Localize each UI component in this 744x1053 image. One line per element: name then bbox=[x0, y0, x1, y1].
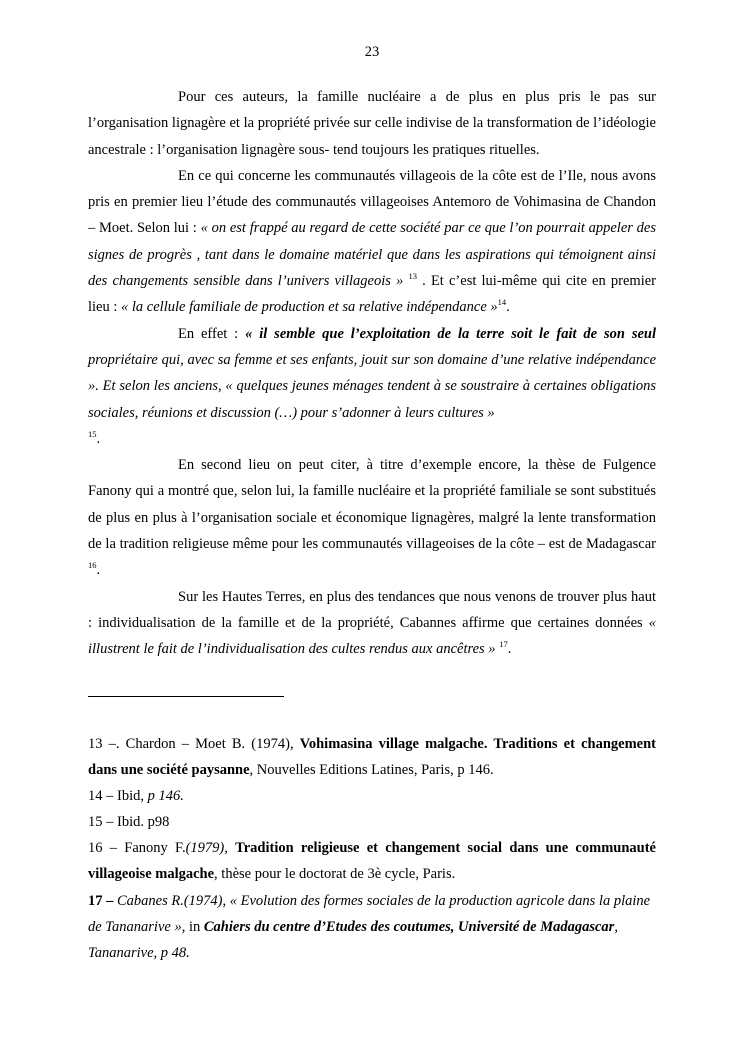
paragraph-4-text: En second lieu on peut citer, à titre d’exemple encore, la thèse de Fulgence Fanony qui a montré que, selon lui, la famille nucléaire et la propriété familiale se sont substitués de plus en plus à l’organisation sociale et économique lignagères, malgré la lente transformation de la tradition religieuse même pour les communautés villageoises de la côte – est de Madagascar bbox=[88, 457, 656, 553]
paragraph-2-end: . bbox=[506, 299, 510, 316]
quote-chandon-moet: « on est frappé au regard de cette société par ce que l’on pourrait appeler des signes de progrès , tant dans le domaine matériel que dans les aspirations qui témoignent ainsi des changements sensible dans l’univers villageois » bbox=[88, 220, 656, 290]
page-number: 23 bbox=[364, 44, 380, 60]
footnote-16-year: (1979), bbox=[185, 840, 236, 857]
footnote-17-sep: , bbox=[614, 918, 618, 935]
footnote-17-author: Cabanes R.(1974), « Evolution des formes sociales de la production agricole dans la plaine de Tananarive » bbox=[88, 892, 651, 935]
quote-proprietaire: propriétaire qui, avec sa femme et ses enfants, jouit sur son domaine d’une relative indépendance ». Et selon les anciens, « quelques jeunes ménages tendent à se soustraire à certaines obligations sociales, réunions et discussion (…) pour s’adonner à leurs cultures » bbox=[88, 351, 656, 421]
footnotes bbox=[88, 731, 656, 966]
footnote-13-title: Vohimasina village malgache. Traditions et changement dans une société paysanne bbox=[88, 736, 656, 779]
footnote-15-text: 15 – Ibid. p98 bbox=[88, 814, 170, 831]
paragraph-1-text: Pour ces auteurs, la famille nucléaire a de plus en plus pris le pas sur l’organisation lignagère et la propriété privée sur celle indivise de la transformation de l’idéologie ancestrale : l’organisation lignagère sous- tend toujours les pratiques rituelles. bbox=[88, 89, 656, 158]
footnote-14-prefix: 14 – Ibid, bbox=[88, 788, 148, 805]
paragraph-5-end: . bbox=[507, 641, 512, 658]
paragraph-3-text-a: En effet : bbox=[178, 325, 246, 342]
footnote-ref-13: 13 bbox=[408, 271, 417, 282]
quote-cellule-familiale: « la cellule familiale de production et sa relative indépendance » bbox=[121, 299, 498, 316]
footnote-17-journal: Cahiers du centre d’Etudes des coutumes, Université de Madagascar bbox=[203, 918, 615, 935]
paragraph-5-text: Sur les Hautes Terres, en plus des tendances que nous venons de trouver plus haut : individualisation de la famille et de la propriété, Cabannes affirme que certaines données bbox=[88, 588, 656, 631]
paragraph-1 bbox=[88, 84, 656, 163]
footnote-16 bbox=[88, 835, 656, 887]
paragraph-3-end: . bbox=[96, 430, 101, 447]
paragraph-5 bbox=[88, 584, 656, 663]
paragraph-2-text-b: . Et c’est lui-même qui cite en premier lieu : bbox=[88, 273, 656, 316]
paragraph-4 bbox=[88, 452, 656, 583]
footnote-separator bbox=[88, 696, 284, 697]
paragraph-2 bbox=[88, 163, 656, 321]
footnote-16-rest: , thèse pour le doctorat de 3è cycle, Paris. bbox=[214, 866, 456, 883]
footnote-13-prefix: 13 –. Chardon – Moet B. (1974), bbox=[88, 736, 300, 752]
footnote-16-title: Tradition religieuse et changement social dans une communauté villageoise malgache bbox=[88, 840, 656, 883]
footnote-14-page: p 146. bbox=[147, 788, 184, 805]
footnote-13-rest: , Nouvelles Editions Latines, Paris, p 146. bbox=[249, 762, 494, 779]
quote-cultes-ancetres: « illustrent le fait de l’individualisation des cultes rendus aux ancêtres » bbox=[88, 614, 656, 658]
footnote-13 bbox=[88, 731, 656, 783]
footnote-ref-17: 17 bbox=[499, 639, 508, 650]
footnote-15 bbox=[88, 809, 656, 835]
footnote-ref-14: 14 bbox=[497, 297, 507, 308]
footnote-17-in: , in bbox=[181, 918, 204, 935]
paragraph-2-text-a: En ce qui concerne les communautés villageois de la côte est de l’Ile, nous avons pris en premier lieu l’étude des communautés villageoises Antemoro de Vohimasina de Chandon – Moet. Selon lui : bbox=[88, 167, 656, 237]
footnote-17-number: 17 – bbox=[88, 892, 114, 909]
footnote-ref-16: 16 bbox=[88, 560, 97, 571]
footnote-17-place: Tananarive, p 48. bbox=[88, 944, 190, 961]
footnote-ref-15: 15 bbox=[88, 428, 97, 439]
footnote-14 bbox=[88, 783, 656, 809]
footnote-17 bbox=[88, 888, 656, 966]
paragraph-4-end: . bbox=[96, 562, 101, 579]
main-text bbox=[88, 84, 656, 663]
quote-bold-exploitation: « il semble que l’exploitation de la terre soit le fait de son seul bbox=[245, 325, 656, 342]
footnote-16-prefix: 16 – Fanony F. bbox=[88, 840, 186, 857]
paragraph-3 bbox=[88, 321, 656, 452]
